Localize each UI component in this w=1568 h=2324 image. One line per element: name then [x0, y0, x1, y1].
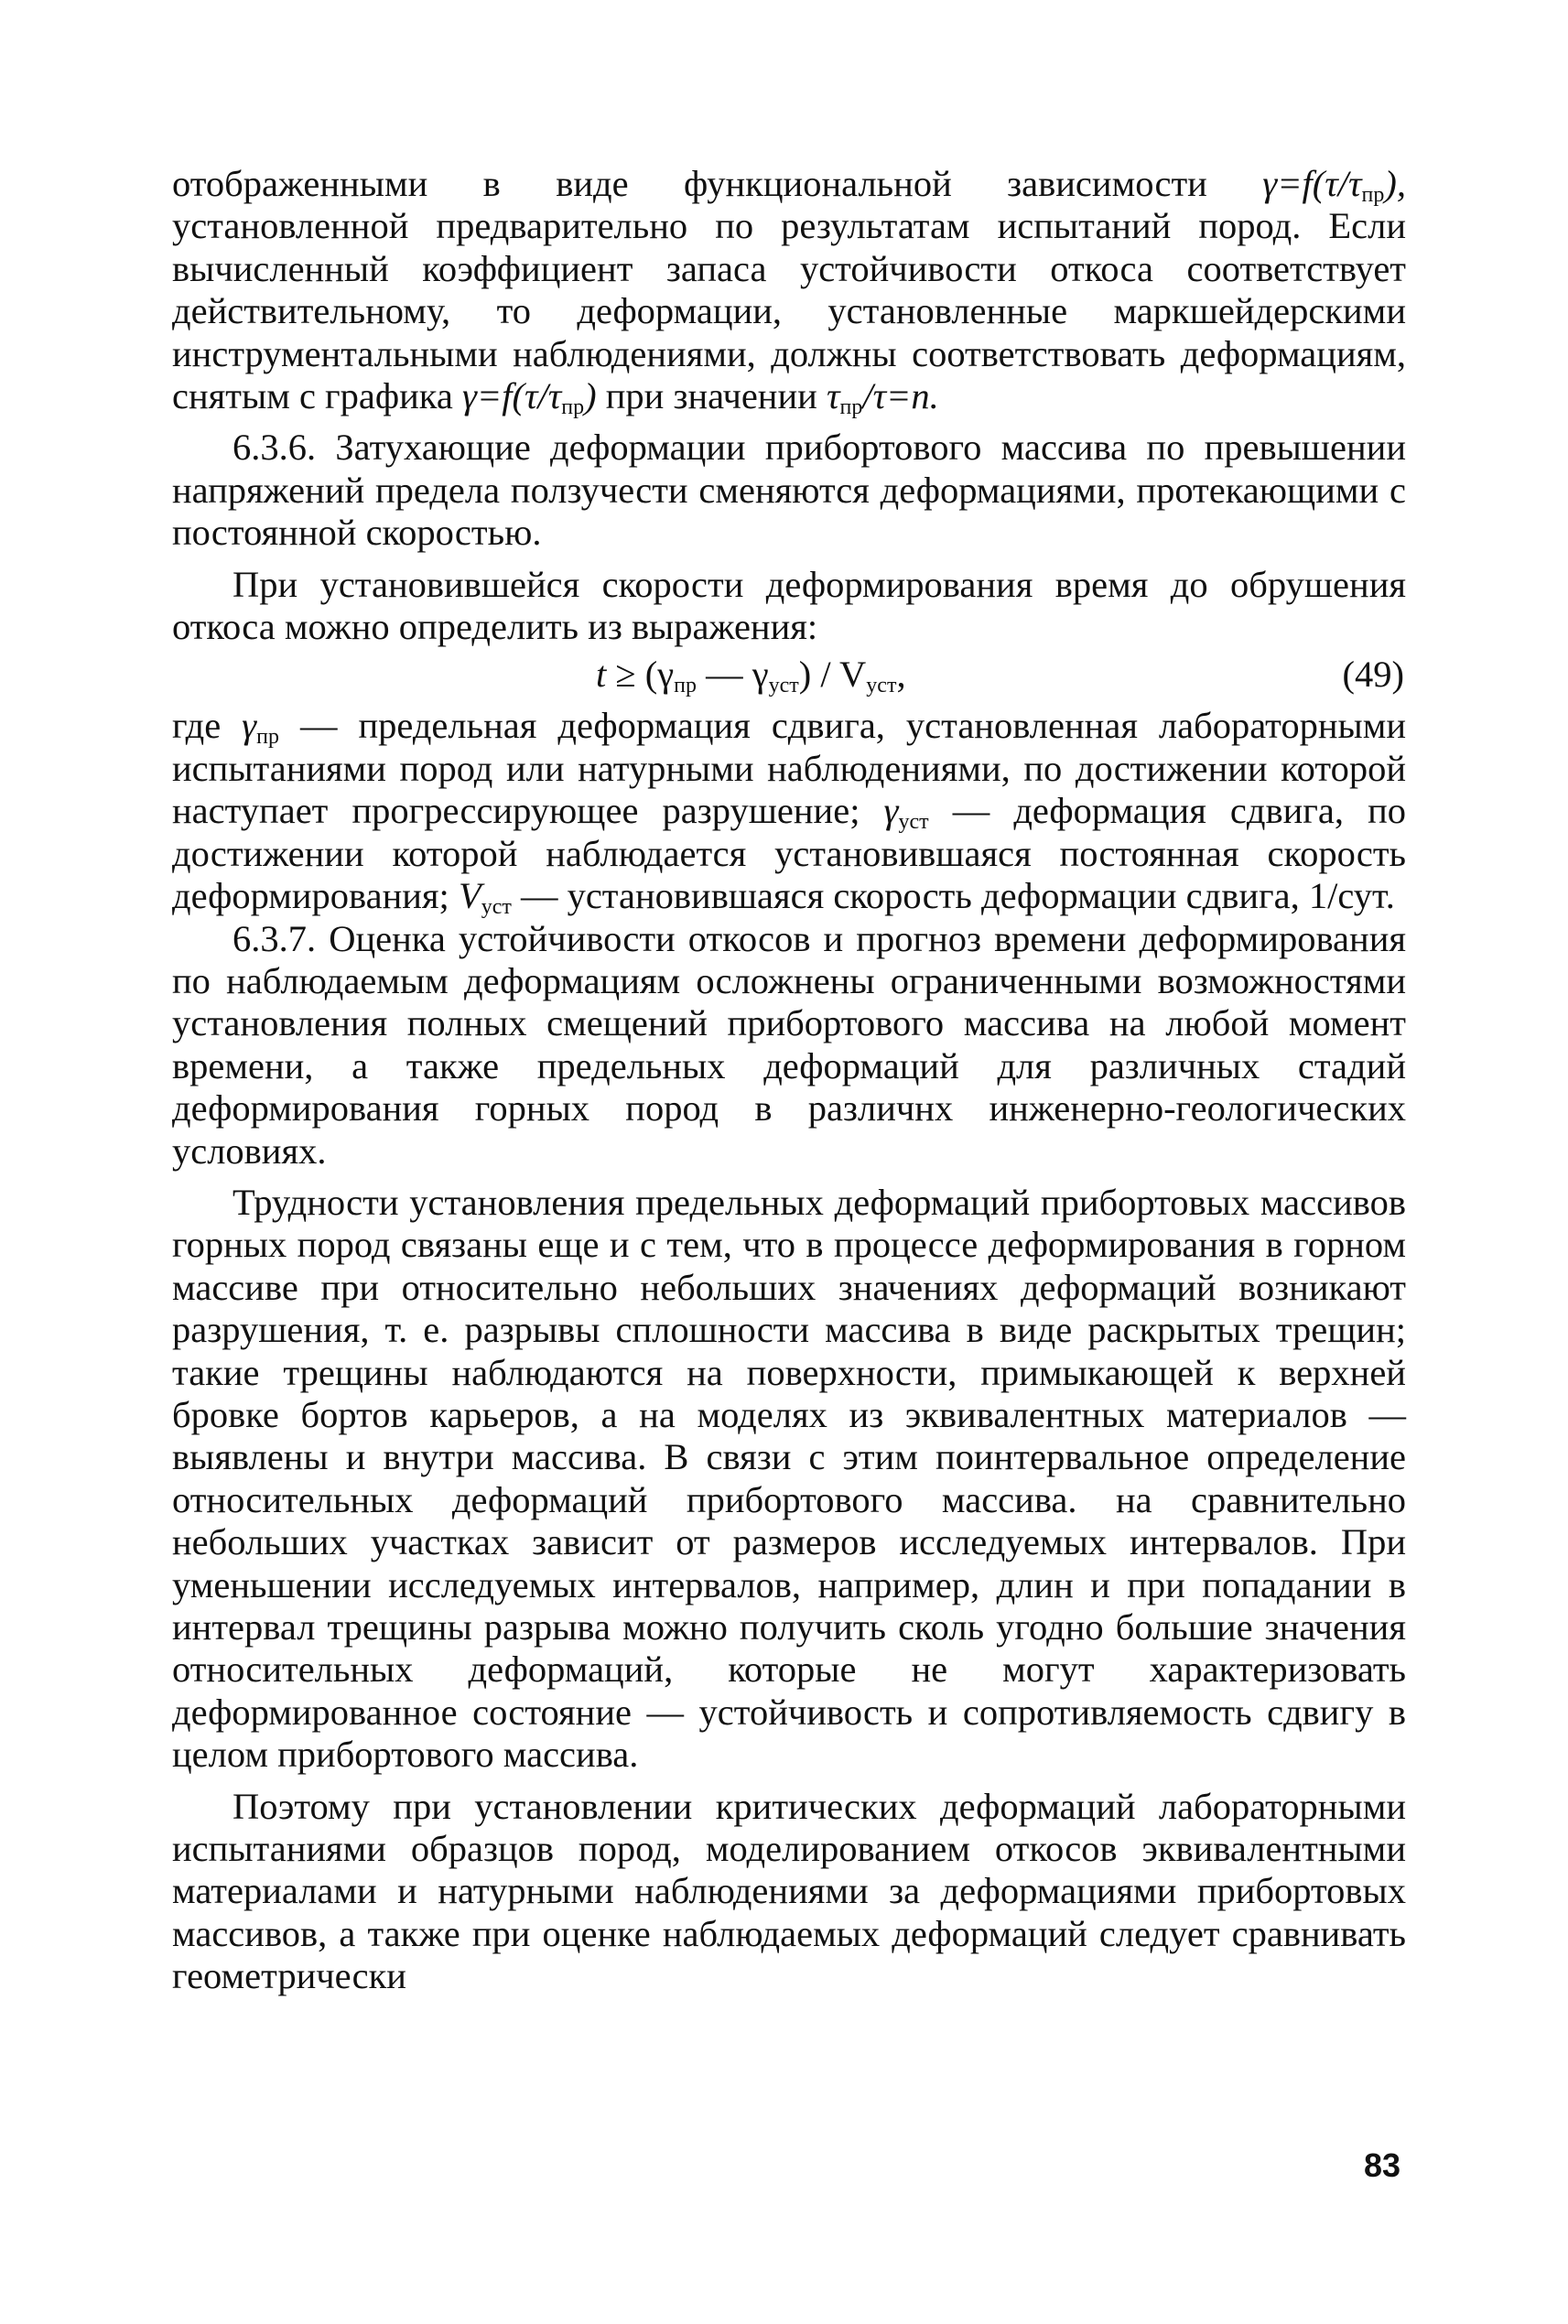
paragraph-6-3-7: 6.3.7. Оценка устойчивости откосов и прогноз времени деформирования по наблюдаемым деформациям осложнены ограниченными возможностями установления полных смещений прибортового массива на любой момент времени, а также предельных деформаций для различных стадий деформирования горных пород в различнх инженерно-геологических условиях.: [172, 917, 1406, 1172]
paragraph-6-3-6: 6.3.6. Затухающие деформации прибортового массива по превышении напряжений предела ползучести сменяются деформациями, протекающими с постоянной скоростью.: [172, 427, 1406, 554]
gamma-ust-symbol: $\gamma_{уст}$: [883, 790, 929, 835]
gamma-pr-symbol: $\gamma_{пр}$: [242, 705, 279, 750]
paragraph-difficulties: Трудности установления предельных деформаций прибортовых массивов горных пород связаны еще и с тем, что в процессе деформирования в горном массиве при относительно небольших значениях деформаций возникают разрушения, т. е. разрывы сплошности массива в виде раскрытых трещин; такие трещины наблюдаются на поверхности, примыкающей к верхней бровке бортов карьеров, а на моделях из эквивалентных материалов — выявлены и внутри массива. В связи с этим поинтервальное определение относительных деформаций прибортового массива. на сравнительно небольших участках зависит от размеров исследуемых интервалов. При уменьшении исследуемых интервалов, например, длин и при попадании в интервал трещины разрыва можно получить сколь угодно большие значения относительных деформаций, которые не могут характеризовать деформированное состояние — устойчивость и сопротивляемость сдвигу в целом прибортового массива.: [172, 1181, 1406, 1776]
formula-tau-ratio: $\tau_{пр}/\tau=n$.: [826, 375, 939, 420]
equation-body: $t \ge (\gamma_{пр}$ — $\gamma_{уст}) / V_{уст}$,: [596, 654, 906, 698]
equation-number: (49): [1342, 654, 1404, 696]
formula-gamma-function: $\gamma=f(\tau/\tau_{пр})$,: [1262, 163, 1406, 207]
v-ust-symbol: $V_{уст}$: [458, 875, 512, 920]
paragraph-therefore: Поэтому при установлении критических деформаций лабораторными испытаниями образцов пород, моделированием откосов эквивалентными материалами и натурными наблюдениями за деформациями прибортовых массивов, а также при оценке наблюдаемых деформаций следует сравнивать геометрически: [172, 1785, 1406, 1997]
p1-text-b: установленной предварительно по результатам испытаний пород. Если вычисленный коэффициент запаса устойчивости откоса соответствует действительному, то деформации, установленные маркшейдерскими инструментальными наблюдениями, должны соответствовать деформациям, снятым с графика: [172, 205, 1406, 417]
paragraph-definitions: где $\gamma_{пр}$ — предельная деформация сдвига, установленная лабораторными испытаниями пород или натурными наблюдениями, по достижении которой наступает прогрессирующее разрушение; $\gamma_{уст}$ — деформация сдвига, по достижении которой наблюдается установившаяся постоянная скорость деформирования; $V_{уст}$ — установившаяся скорость деформации сдвига, 1/сут.: [172, 705, 1407, 920]
p1-text-c: при значении: [596, 375, 827, 417]
p1-text-a: отображенными в виде функциональной зависимости: [172, 163, 1263, 204]
page-number: 83: [1364, 2146, 1401, 2184]
formula-gamma-function-2: $\gamma=f(\tau/\tau_{пр})$: [461, 375, 597, 420]
paragraph-1: [172, 163, 1406, 420]
book-page: [172, 163, 1406, 1998]
equation-49: [172, 650, 1406, 701]
paragraph-steady-rate: При установившейся скорости деформирования время до обрушения откоса можно определить из выражения:: [172, 563, 1406, 648]
